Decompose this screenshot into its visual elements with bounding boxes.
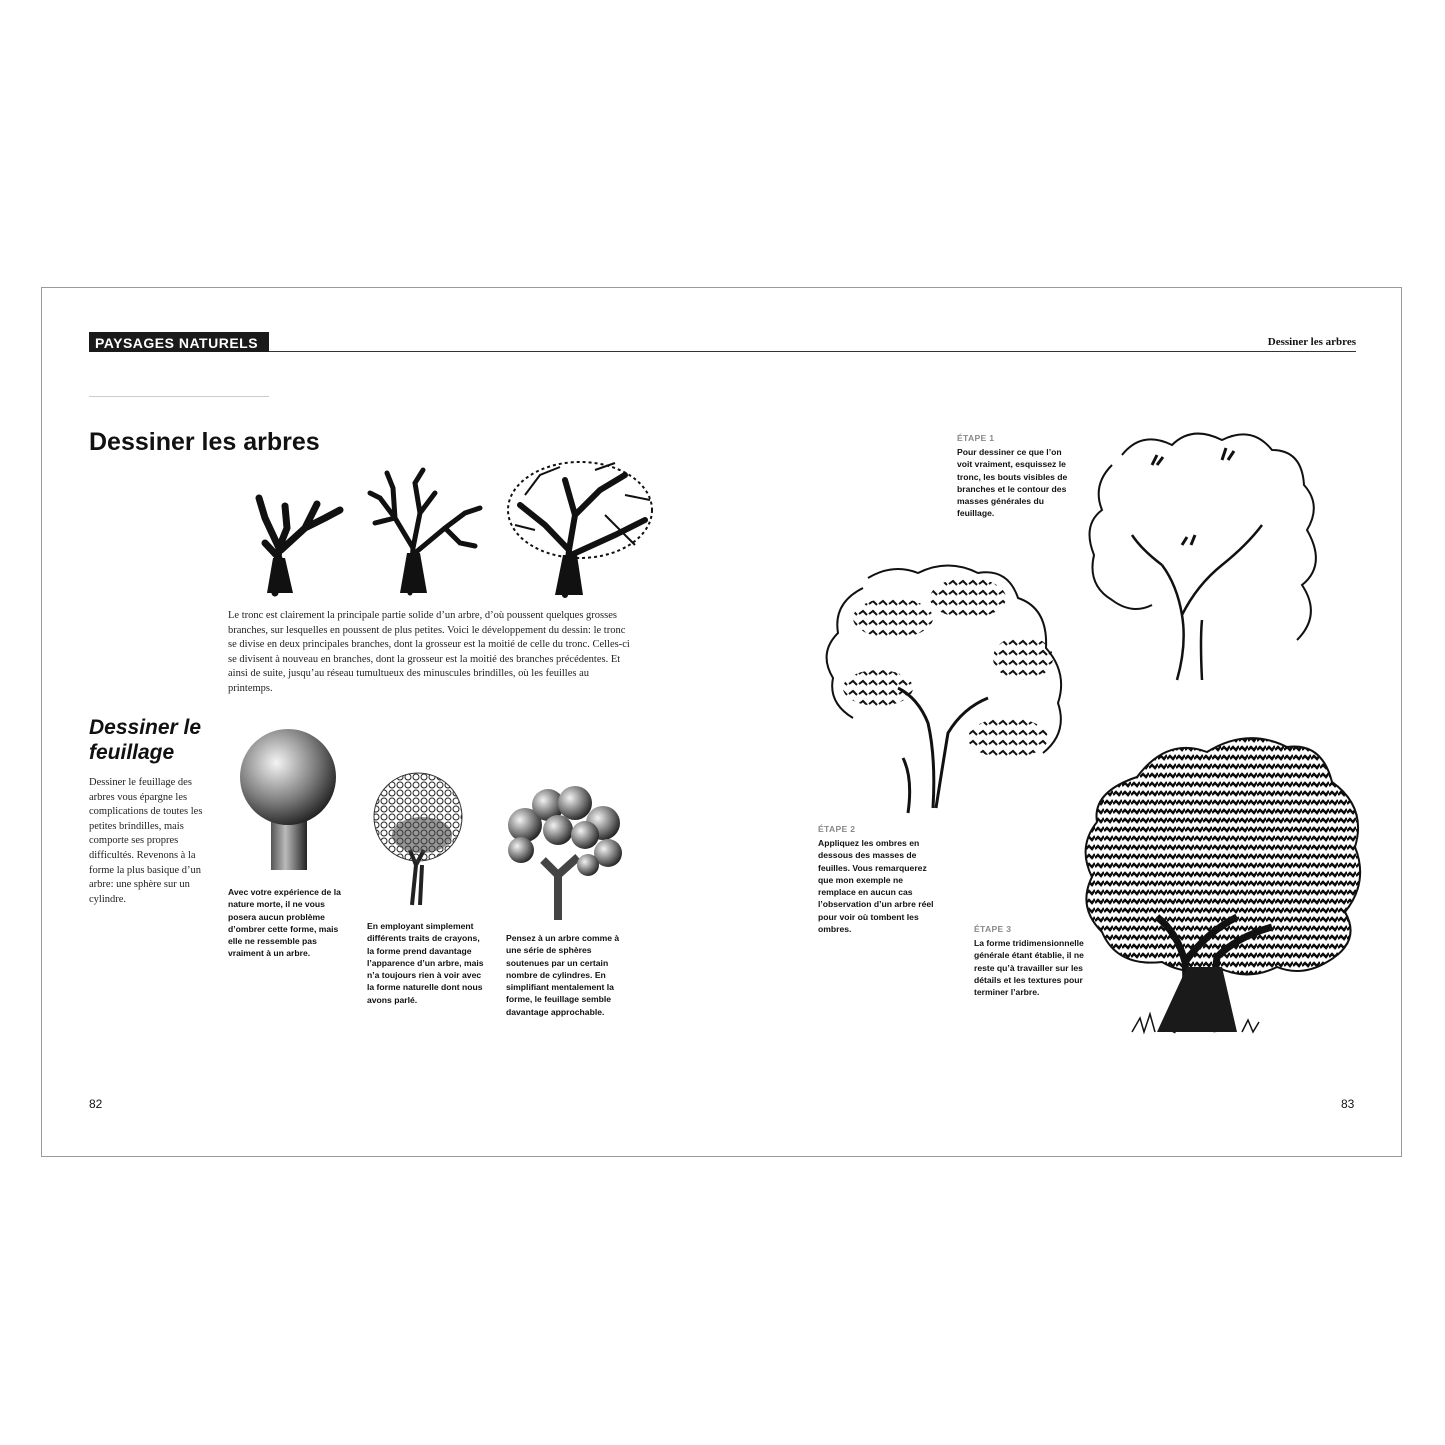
intro-paragraph: Le tronc est clairement la principale partie solide d’un arbre, d’où poussent quelques grosses branches, sur lesquelles en poussent de plus petites. Voici le développement du dessin: le tronc se divise en deux principales branches, dont la grosseur est la moitié de celle du tronc. Celles-ci se divisent à nouveau en branches, dont la grosseur est la moitié des branches précédentes. Et ainsi de suite, jusqu’au réseau tumultueux des minuscules brindilles, où les feuilles au printemps. — [228, 610, 630, 694]
step-2-text: Appliquez les ombres en dessous des masses de feuilles. Vous remarquerez que mon exemple ne remplace en aucun cas l’observation d’un arbre réel pour voir où tombent les ombres. — [818, 838, 934, 935]
caption-sphere: Avec votre expérience de la nature morte, il ne vous posera aucun problème d’ombrer cette forme, mais elle ne ressemble pas vraiment à un arbre. — [228, 887, 341, 959]
section-tag: PAYSAGES NATURELS — [89, 332, 269, 352]
header-rule — [269, 351, 1356, 352]
bare-tree-stage-1-illustration — [245, 488, 345, 598]
title-divider — [89, 396, 269, 397]
step-3-text: La forme tridimensionnelle générale étant établie, il ne reste qu’à travailler sur les détails et les textures pour terminer l’arbre. — [974, 938, 1084, 998]
caption-spheres: Pensez à un arbre comme à une série de sphères soutenues par un certain nombre de cylindres. En simplifiant mentalement la forme, le feuillage semble davantage approchable. — [506, 933, 620, 1017]
sphere-on-cylinder-illustration — [236, 725, 341, 875]
step-3-label: ÉTAPE 3 — [974, 924, 1012, 934]
step-1-text: Pour dessiner ce que l’on voit vraiment, esquissez le tronc, les bouts visibles de branches et le contour des masses générales du feuillage. — [957, 447, 1068, 519]
running-title: Dessiner les arbres — [1267, 336, 1356, 348]
step-2-shaded-tree-illustration — [818, 558, 1073, 818]
step-2-label: ÉTAPE 2 — [818, 824, 856, 834]
spheres-and-cylinders-tree-illustration — [503, 785, 628, 925]
caption-scribble: En employant simplement différents traits de crayons, la forme prend davantage l’apparence d’un arbre, mais n’a toujours rien à voir avec la forme naturelle dont nous avons parlé. — [367, 921, 484, 1005]
step-1-label: ÉTAPE 1 — [957, 433, 995, 443]
page-number-left: 82 — [89, 1097, 103, 1111]
bare-tree-stage-2-illustration — [365, 468, 485, 598]
foliage-paragraph: Dessiner le feuillage des arbres vous épargne les complications de toutes les petites brindilles, mais comporte ses propres difficultés. Revenons à la forme la plus basique d’un arbre: une sphère sur un cylindre. — [89, 777, 203, 905]
step-1-outline-tree-illustration — [1082, 425, 1332, 685]
page-title: Dessiner les arbres — [89, 428, 320, 456]
bare-tree-stage-3-illustration — [505, 455, 660, 600]
step-3-finished-tree-illustration — [1077, 727, 1372, 1042]
scribbled-foliage-tree-illustration — [372, 765, 467, 910]
page-number-right: 83 — [1341, 1097, 1355, 1111]
section-subtitle: Dessiner le feuillage — [89, 716, 202, 764]
